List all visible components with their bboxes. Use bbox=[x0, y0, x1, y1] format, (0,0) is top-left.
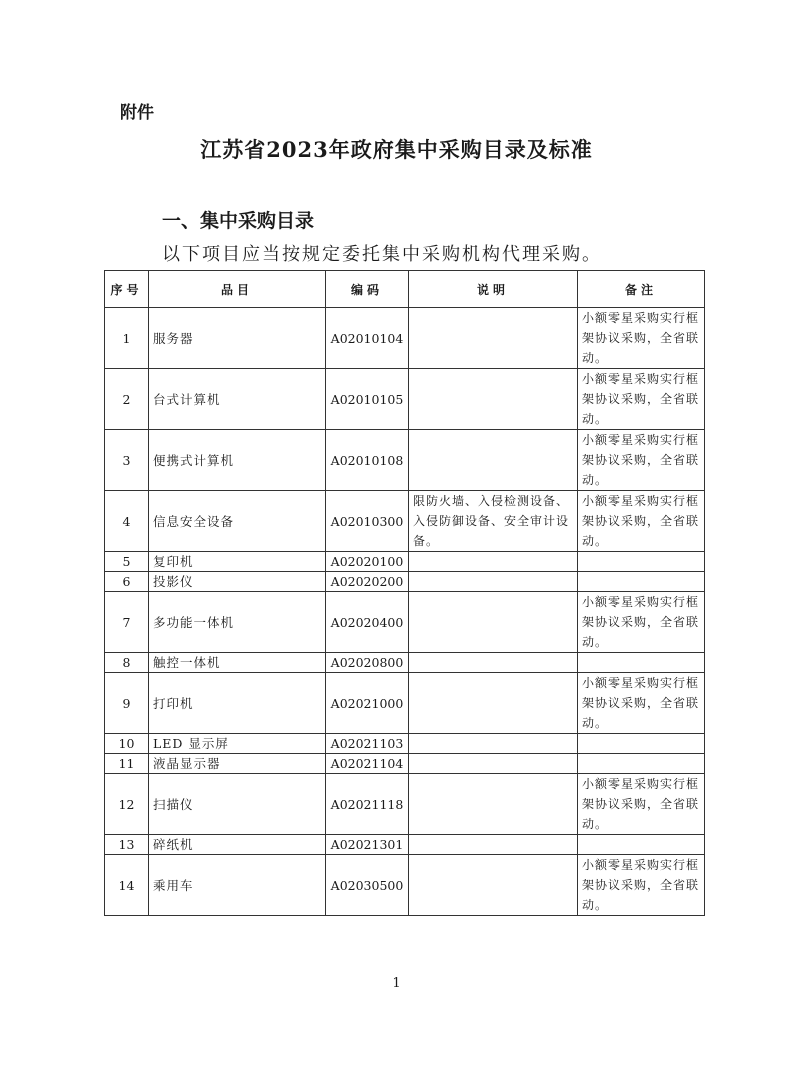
cell-description: 限防火墙、入侵检测设备、入侵防御设备、安全审计设备。 bbox=[409, 491, 578, 552]
cell-item-name: 台式计算机 bbox=[149, 369, 326, 430]
table-row bbox=[105, 774, 705, 835]
cell-remarks: 小额零星采购实行框架协议采购，全省联动。 bbox=[578, 592, 705, 653]
cell-number: 7 bbox=[105, 592, 149, 653]
cell-remarks bbox=[578, 754, 705, 774]
cell-code: A02010105 bbox=[326, 369, 409, 430]
cell-item-name: 信息安全设备 bbox=[149, 491, 326, 552]
column-header-remarks: 备注 bbox=[578, 271, 705, 308]
table-row bbox=[105, 653, 705, 673]
table-row bbox=[105, 430, 705, 491]
cell-code: A02010300 bbox=[326, 491, 409, 552]
cell-number: 13 bbox=[105, 835, 149, 855]
cell-description bbox=[409, 855, 578, 916]
cell-item-name: 碎纸机 bbox=[149, 835, 326, 855]
table-row bbox=[105, 855, 705, 916]
cell-code: A02020400 bbox=[326, 592, 409, 653]
intro-text: 以下项目应当按规定委托集中采购机构代理采购。 bbox=[162, 244, 602, 265]
cell-code: A02010104 bbox=[326, 308, 409, 369]
cell-description bbox=[409, 673, 578, 734]
cell-code: A02030500 bbox=[326, 855, 409, 916]
cell-number: 3 bbox=[105, 430, 149, 491]
cell-item-name: 复印机 bbox=[149, 552, 326, 572]
cell-code: A02021301 bbox=[326, 835, 409, 855]
cell-code: A02020200 bbox=[326, 572, 409, 592]
table-row bbox=[105, 552, 705, 572]
table-row bbox=[105, 734, 705, 754]
section-heading: 一、集中采购目录 bbox=[162, 210, 315, 232]
cell-number: 4 bbox=[105, 491, 149, 552]
cell-item-name: 打印机 bbox=[149, 673, 326, 734]
cell-item-name: 便携式计算机 bbox=[149, 430, 326, 491]
attachment-label: 附件 bbox=[120, 103, 154, 123]
cell-number: 5 bbox=[105, 552, 149, 572]
cell-code: A02020100 bbox=[326, 552, 409, 572]
cell-number: 1 bbox=[105, 308, 149, 369]
cell-item-name: 投影仪 bbox=[149, 572, 326, 592]
column-header-description: 说明 bbox=[409, 271, 578, 308]
cell-item-name: 触控一体机 bbox=[149, 653, 326, 673]
table-row bbox=[105, 592, 705, 653]
cell-code: A02021104 bbox=[326, 754, 409, 774]
table-header-row bbox=[105, 271, 705, 308]
cell-code: A02010108 bbox=[326, 430, 409, 491]
page-number: 1 bbox=[392, 976, 401, 991]
cell-remarks: 小额零星采购实行框架协议采购，全省联动。 bbox=[578, 855, 705, 916]
cell-code: A02021000 bbox=[326, 673, 409, 734]
cell-description bbox=[409, 592, 578, 653]
cell-item-name: 扫描仪 bbox=[149, 774, 326, 835]
cell-number: 11 bbox=[105, 754, 149, 774]
cell-description bbox=[409, 734, 578, 754]
table-row bbox=[105, 835, 705, 855]
cell-number: 6 bbox=[105, 572, 149, 592]
cell-number: 9 bbox=[105, 673, 149, 734]
table-body bbox=[105, 308, 705, 916]
cell-remarks: 小额零星采购实行框架协议采购，全省联动。 bbox=[578, 430, 705, 491]
cell-number: 2 bbox=[105, 369, 149, 430]
cell-remarks: 小额零星采购实行框架协议采购，全省联动。 bbox=[578, 774, 705, 835]
cell-description bbox=[409, 835, 578, 855]
cell-description bbox=[409, 369, 578, 430]
cell-code: A02021103 bbox=[326, 734, 409, 754]
table-row bbox=[105, 673, 705, 734]
cell-item-name: 多功能一体机 bbox=[149, 592, 326, 653]
cell-remarks: 小额零星采购实行框架协议采购，全省联动。 bbox=[578, 491, 705, 552]
cell-number: 8 bbox=[105, 653, 149, 673]
cell-item-name: 服务器 bbox=[149, 308, 326, 369]
column-header-code: 编码 bbox=[326, 271, 409, 308]
cell-description bbox=[409, 430, 578, 491]
table-row bbox=[105, 308, 705, 369]
cell-remarks bbox=[578, 734, 705, 754]
cell-description bbox=[409, 552, 578, 572]
page-title: 江苏省2023年政府集中采购目录及标准 bbox=[200, 137, 593, 162]
table-row bbox=[105, 491, 705, 552]
cell-number: 12 bbox=[105, 774, 149, 835]
cell-number: 10 bbox=[105, 734, 149, 754]
table-row bbox=[105, 369, 705, 430]
cell-item-name: 乘用车 bbox=[149, 855, 326, 916]
cell-code: A02020800 bbox=[326, 653, 409, 673]
cell-description bbox=[409, 653, 578, 673]
column-header-item: 品目 bbox=[149, 271, 326, 308]
cell-item-name: LED 显示屏 bbox=[149, 734, 326, 754]
cell-remarks bbox=[578, 572, 705, 592]
cell-item-name: 液晶显示器 bbox=[149, 754, 326, 774]
cell-remarks bbox=[578, 653, 705, 673]
table-row bbox=[105, 572, 705, 592]
cell-remarks: 小额零星采购实行框架协议采购，全省联动。 bbox=[578, 673, 705, 734]
cell-remarks: 小额零星采购实行框架协议采购，全省联动。 bbox=[578, 369, 705, 430]
cell-remarks bbox=[578, 552, 705, 572]
procurement-table bbox=[104, 270, 705, 916]
cell-description bbox=[409, 774, 578, 835]
table-row bbox=[105, 754, 705, 774]
cell-number: 14 bbox=[105, 855, 149, 916]
cell-description bbox=[409, 572, 578, 592]
cell-description bbox=[409, 308, 578, 369]
cell-remarks: 小额零星采购实行框架协议采购，全省联动。 bbox=[578, 308, 705, 369]
cell-remarks bbox=[578, 835, 705, 855]
cell-code: A02021118 bbox=[326, 774, 409, 835]
column-header-no: 序号 bbox=[105, 271, 149, 308]
cell-description bbox=[409, 754, 578, 774]
